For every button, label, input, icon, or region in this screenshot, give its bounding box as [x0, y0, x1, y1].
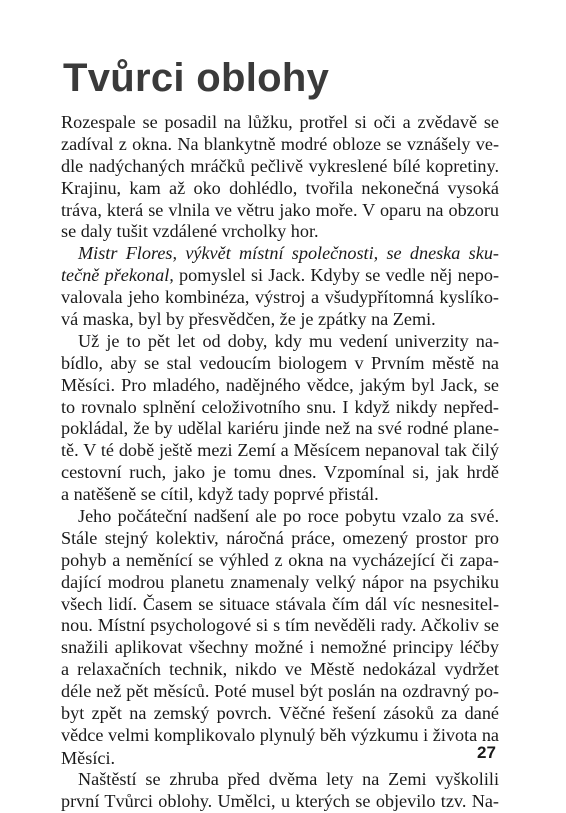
- text-line: Měsíci. Pro mladého, nadějného vědce, jakým byl Jack, se: [61, 374, 499, 395]
- text-line: první Tvůrci oblohy. Umělci, u kterých se objevilo tzv. Na-: [61, 791, 499, 812]
- italic-thought: tečně překonal,: [61, 265, 174, 286]
- text-line: Jeho počáteční nadšení ale po roce pobytu vzalo za své.: [78, 506, 499, 527]
- text-line: vědce velmi komplikovalo plynulý běh výzkumu i života na: [61, 724, 499, 745]
- text-line: se daly tušit vzdálené vrcholky hor.: [61, 221, 319, 242]
- text-line: tě. V té době ještě mezi Zemí a Měsícem nepanoval tak čilý: [61, 440, 499, 461]
- text-line: Stále stejný kolektiv, náročná práce, omezený prostor pro: [61, 527, 499, 548]
- text-line: Krajinu, kam až oko dohlédlo, tvořila nekonečná vysoká: [61, 177, 499, 198]
- italic-thought: Mistr Flores, výkvět místní společnosti, se dneska sku-: [78, 243, 499, 264]
- text-fragment: pomyslel si Jack. Kdyby se vedle něj nepo-: [173, 265, 499, 286]
- text-line: bídlo, aby se stal vedoucím biologem v Prvním městě na: [61, 352, 499, 373]
- text-line: pokládal, že by udělal kariéru jinde než na své rodné plane-: [61, 418, 499, 439]
- text-line: to rovnalo splnění celoživotního snu. I když nikdy nepřed-: [61, 396, 499, 417]
- text-line: dající modrou planetu znamenaly velký nápor na psychiku: [61, 571, 499, 592]
- text-line: snažili aplikovat všechny možné i nemožné principy léčby: [61, 637, 499, 658]
- text-line: zadíval z okna. Na blankytně modré obloze se vznášely ve-: [61, 133, 499, 154]
- text-line: Už je to pět let od doby, kdy mu vedení univerzity na-: [78, 330, 499, 351]
- body-text: [61, 112, 499, 813]
- text-line: všech lidí. Časem se situace stávala čím dál víc nesnesitel-: [61, 593, 499, 614]
- text-line: [61, 265, 499, 287]
- text-line: [61, 243, 499, 265]
- text-line: pohyb a neměnící se výhled z okna na vycházející či zapa-: [61, 549, 499, 570]
- text-line: a relaxačních technik, nikdo ve Městě nedokázal vydržet: [61, 659, 499, 680]
- text-line: tráva, která se vlnila ve větru jako moře. V oparu na obzoru: [61, 199, 499, 220]
- text-line: nou. Místní psychologové si s tím nevěděli rady. Ačkoliv se: [61, 615, 499, 636]
- text-line: a natěšeně se cítil, když tady poprvé přistál.: [61, 484, 379, 505]
- text-line: dle nadýchaných mráčků pečlivě vykreslené bílé kopretiny.: [61, 155, 499, 176]
- text-line: cestovní ruch, jako je tomu dnes. Vzpomínal si, jak hrdě: [61, 462, 499, 483]
- text-line: déle než pět měsíců. Poté musel být poslán na ozdravný po-: [61, 681, 499, 702]
- text-line: Naštěstí se zhruba před dvěma lety na Zemi vyškolili: [78, 769, 499, 790]
- text-line: Rozespale se posadil na lůžku, protřel si oči a zvědavě se: [61, 112, 499, 132]
- text-line: byt zpět na zemský povrch. Věčné řešení zásoků za dané: [61, 703, 499, 724]
- text-line: Měsíci.: [61, 747, 116, 768]
- text-line: vá maska, byl by přesvědčen, že je zpátky na Zemi.: [61, 309, 436, 330]
- text-line: valovala jeho kombinéza, výstroj a všudypřítomná kyslíko-: [61, 287, 499, 308]
- page-number: 27: [477, 743, 496, 762]
- chapter-title: Tvůrci oblohy: [63, 56, 330, 100]
